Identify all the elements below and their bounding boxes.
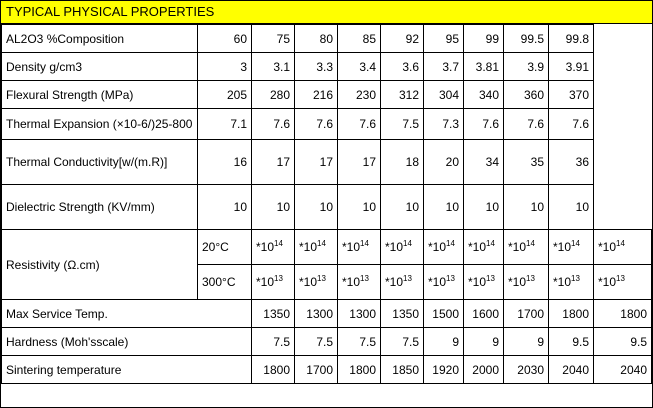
cell: 17 bbox=[338, 140, 381, 185]
cell: 216 bbox=[295, 81, 338, 109]
cell: $*10^{13}$ bbox=[504, 265, 549, 300]
cell: 92 bbox=[381, 25, 424, 53]
cell: $*10^{13}$ bbox=[252, 265, 295, 300]
cell: 10 bbox=[198, 185, 252, 230]
cell: 1300 bbox=[295, 300, 338, 328]
cell: $*10^{14}$ bbox=[594, 230, 652, 265]
cell: 36 bbox=[549, 140, 594, 185]
cell: 3 bbox=[198, 53, 252, 81]
table-row-resistivity-20c bbox=[2, 230, 652, 265]
cell: $*10^{13}$ bbox=[381, 265, 424, 300]
cell: $*10^{14}$ bbox=[338, 230, 381, 265]
cell: 360 bbox=[504, 81, 549, 109]
row-label: AL2O3 %Composition bbox=[2, 25, 198, 53]
cell: 16 bbox=[198, 140, 252, 185]
row-label: Thermal Expansion (×10-6/)25-800 bbox=[2, 109, 198, 140]
table-row bbox=[2, 109, 652, 140]
cell: $*10^{13}$ bbox=[594, 265, 652, 300]
cell: $*10^{13}$ bbox=[295, 265, 338, 300]
cell: 10 bbox=[252, 185, 295, 230]
cell: 1600 bbox=[464, 300, 504, 328]
cell: 7.6 bbox=[504, 109, 549, 140]
cell: 312 bbox=[381, 81, 424, 109]
cell: 2040 bbox=[549, 356, 594, 384]
cell: 17 bbox=[295, 140, 338, 185]
cell: 9 bbox=[464, 328, 504, 356]
page-title: TYPICAL PHYSICAL PROPERTIES bbox=[1, 1, 652, 24]
cell: 3.1 bbox=[252, 53, 295, 81]
cell: $*10^{14}$ bbox=[504, 230, 549, 265]
table-row bbox=[2, 328, 652, 356]
cell: 17 bbox=[252, 140, 295, 185]
cell: 60 bbox=[198, 25, 252, 53]
table-row bbox=[2, 25, 652, 53]
cell: 1300 bbox=[338, 300, 381, 328]
row-label: Dielectric Strength (KV/mm) bbox=[2, 185, 198, 230]
cell: 1700 bbox=[295, 356, 338, 384]
table-row bbox=[2, 53, 652, 81]
cell: $*10^{14}$ bbox=[424, 230, 464, 265]
cell: 7.6 bbox=[549, 109, 594, 140]
cell: 10 bbox=[504, 185, 549, 230]
cell: 1350 bbox=[381, 300, 424, 328]
cell: 7.1 bbox=[198, 109, 252, 140]
cell: 7.6 bbox=[338, 109, 381, 140]
cell: 3.3 bbox=[295, 53, 338, 81]
cell: 99 bbox=[464, 25, 504, 53]
cell: 3.7 bbox=[424, 53, 464, 81]
cell: 1350 bbox=[252, 300, 295, 328]
cell: 7.5 bbox=[295, 328, 338, 356]
cell: 1700 bbox=[504, 300, 549, 328]
cell: $*10^{14}$ bbox=[295, 230, 338, 265]
cell: 9 bbox=[424, 328, 464, 356]
cell: 10 bbox=[338, 185, 381, 230]
table-row bbox=[2, 140, 652, 185]
row-label: Max Service Temp. bbox=[2, 300, 252, 328]
resistivity-temp-label: 300°C bbox=[198, 265, 252, 300]
cell: 370 bbox=[549, 81, 594, 109]
row-label: Flexural Strength (MPa) bbox=[2, 81, 198, 109]
cell: 7.5 bbox=[381, 109, 424, 140]
cell: 2030 bbox=[504, 356, 549, 384]
cell: 7.5 bbox=[381, 328, 424, 356]
cell: $*10^{13}$ bbox=[424, 265, 464, 300]
cell: 1850 bbox=[381, 356, 424, 384]
cell: 230 bbox=[338, 81, 381, 109]
row-label: Hardness (Moh'sscale) bbox=[2, 328, 252, 356]
cell: 2040 bbox=[594, 356, 652, 384]
cell: 1800 bbox=[252, 356, 295, 384]
cell: 7.5 bbox=[338, 328, 381, 356]
cell: 9.5 bbox=[594, 328, 652, 356]
cell: 7.5 bbox=[252, 328, 295, 356]
row-label: Thermal Conductivity[w/(m.R)] bbox=[2, 140, 198, 185]
cell: 205 bbox=[198, 81, 252, 109]
cell: 1800 bbox=[594, 300, 652, 328]
cell: 7.3 bbox=[424, 109, 464, 140]
cell: 7.6 bbox=[464, 109, 504, 140]
cell: 2000 bbox=[464, 356, 504, 384]
cell: 10 bbox=[424, 185, 464, 230]
cell: 3.91 bbox=[549, 53, 594, 81]
cell: 9 bbox=[504, 328, 549, 356]
cell: 280 bbox=[252, 81, 295, 109]
cell: 3.81 bbox=[464, 53, 504, 81]
cell: 99.5 bbox=[504, 25, 549, 53]
cell: 1500 bbox=[424, 300, 464, 328]
cell: 20 bbox=[424, 140, 464, 185]
resistivity-temp-label: 20°C bbox=[198, 230, 252, 265]
properties-table bbox=[1, 24, 652, 384]
cell: 10 bbox=[549, 185, 594, 230]
cell: 3.4 bbox=[338, 53, 381, 81]
cell: $*10^{14}$ bbox=[549, 230, 594, 265]
table-row bbox=[2, 356, 652, 384]
cell: 1920 bbox=[424, 356, 464, 384]
cell: 95 bbox=[424, 25, 464, 53]
cell: $*10^{14}$ bbox=[252, 230, 295, 265]
cell: $*10^{14}$ bbox=[464, 230, 504, 265]
cell: 34 bbox=[464, 140, 504, 185]
cell: 99.8 bbox=[549, 25, 594, 53]
row-label-resistivity: Resistivity (Ω.cm) bbox=[2, 230, 198, 300]
cell: 7.6 bbox=[295, 109, 338, 140]
row-label: Sintering temperature bbox=[2, 356, 252, 384]
cell: 35 bbox=[504, 140, 549, 185]
cell: $*10^{13}$ bbox=[549, 265, 594, 300]
table-row bbox=[2, 300, 652, 328]
cell: 340 bbox=[464, 81, 504, 109]
table-row bbox=[2, 185, 652, 230]
cell: 3.9 bbox=[504, 53, 549, 81]
cell: 1800 bbox=[549, 300, 594, 328]
row-label: Density g/cm3 bbox=[2, 53, 198, 81]
cell: 10 bbox=[464, 185, 504, 230]
cell: 18 bbox=[381, 140, 424, 185]
cell: 1800 bbox=[338, 356, 381, 384]
cell: 10 bbox=[381, 185, 424, 230]
cell: 80 bbox=[295, 25, 338, 53]
cell: 75 bbox=[252, 25, 295, 53]
table-row bbox=[2, 81, 652, 109]
cell: 85 bbox=[338, 25, 381, 53]
cell: 9.5 bbox=[549, 328, 594, 356]
cell: $*10^{13}$ bbox=[464, 265, 504, 300]
cell: $*10^{13}$ bbox=[338, 265, 381, 300]
cell: 304 bbox=[424, 81, 464, 109]
cell: 7.6 bbox=[252, 109, 295, 140]
cell: 10 bbox=[295, 185, 338, 230]
cell: $*10^{14}$ bbox=[381, 230, 424, 265]
cell: 3.6 bbox=[381, 53, 424, 81]
